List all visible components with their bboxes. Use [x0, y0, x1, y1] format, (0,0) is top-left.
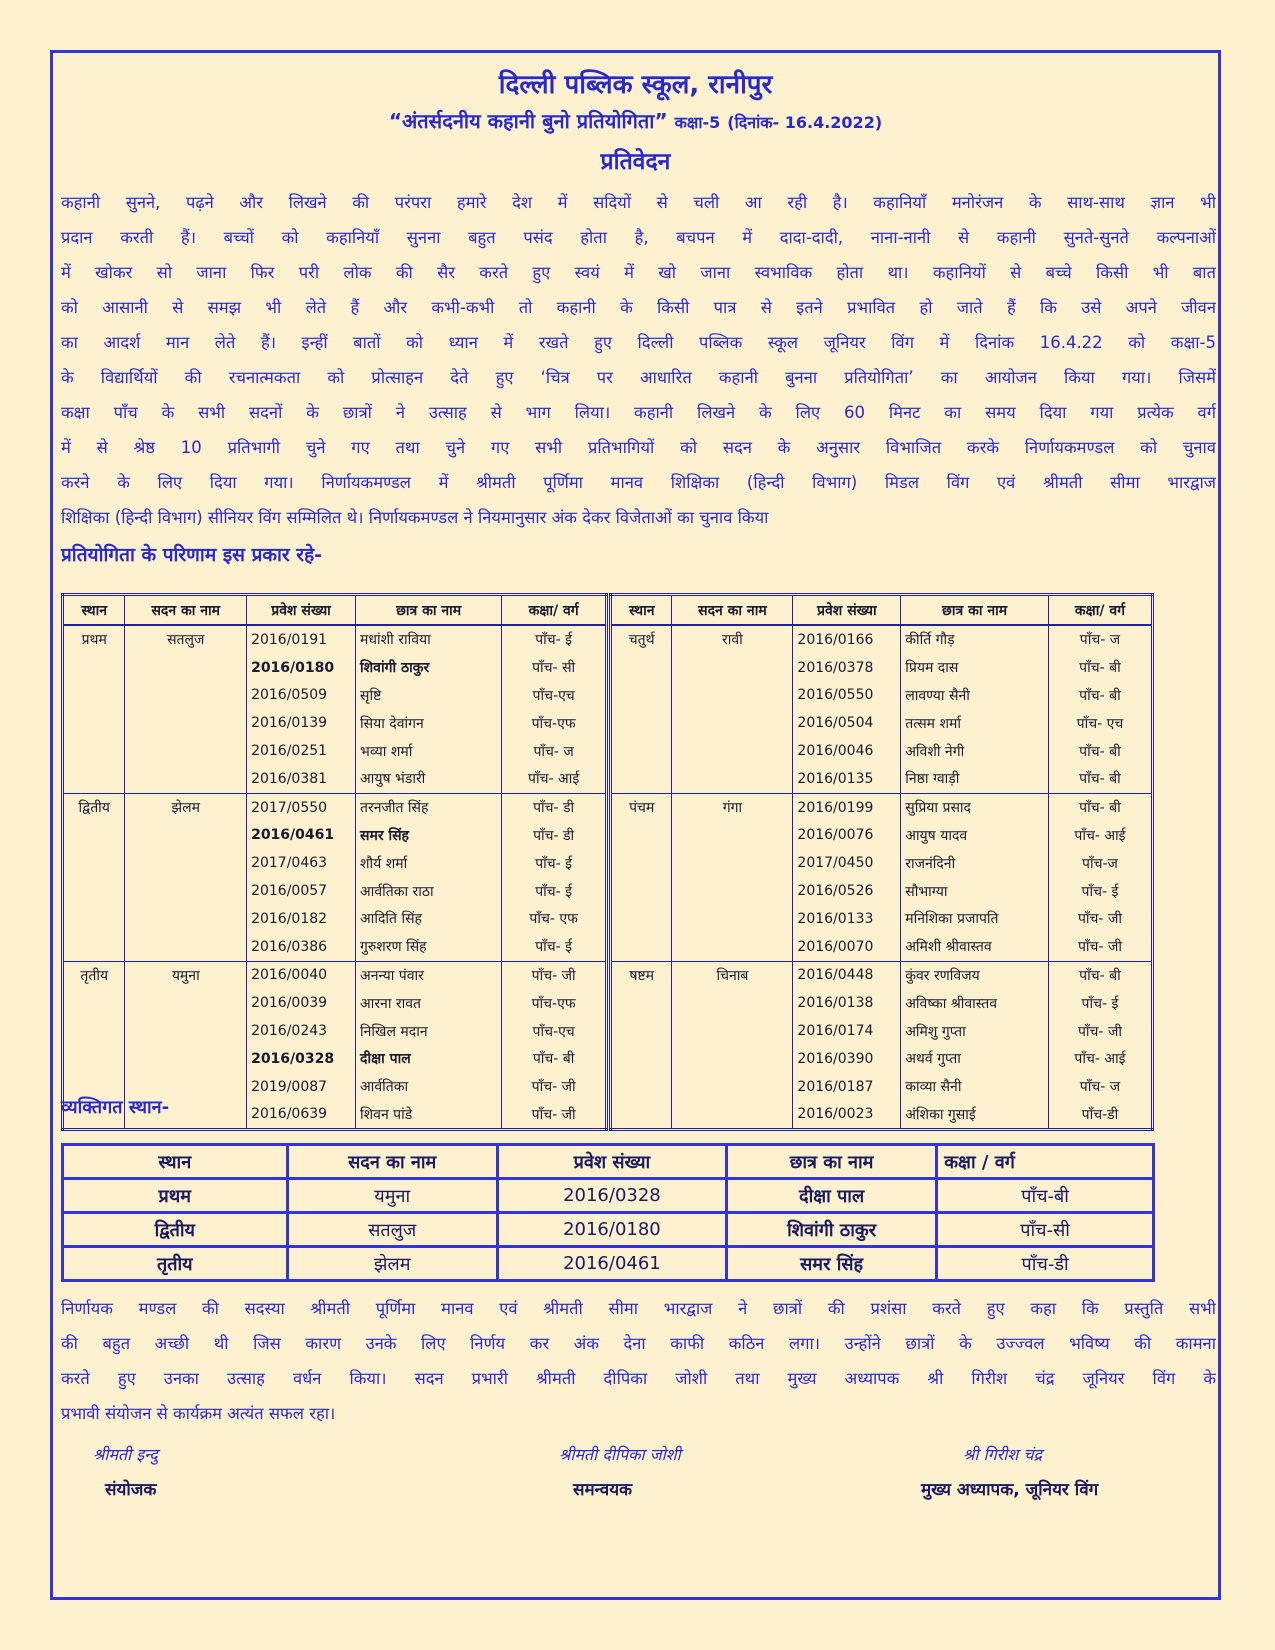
- class-section: पाँच- ई: [502, 933, 607, 961]
- student-name: शिवन पांडे: [356, 1101, 502, 1130]
- house-cell: यमुना: [287, 1179, 497, 1213]
- header-row: [611, 595, 1153, 626]
- house-cell: झेलम: [287, 1247, 497, 1281]
- admission-number: 2016/0243: [247, 1017, 356, 1045]
- report-title: प्रतिवेदन: [600, 149, 671, 175]
- house-cell: चिनाब: [672, 961, 793, 1130]
- admission-number: 2016/0166: [793, 625, 901, 654]
- text-line: शिक्षिका (हिन्दी विभाग) सीनियर विंग सम्मिलित थे। निर्णायकमण्डल ने नियमानुसार अंक देकर विजेताओं का चुनाव किया: [61, 508, 769, 527]
- class-section: पाँच- ई: [502, 849, 607, 877]
- text-line: को आसानी से समझ भी लेते हैं और कभी-कभी तो कहानी के किसी पात्र से इतने प्रभावित हो जाते हैं कि उसे अपने जीवन: [61, 298, 1216, 317]
- table-row: [63, 1179, 1154, 1213]
- table-row: [63, 1247, 1154, 1281]
- column-header: कक्षा/ वर्ग: [1048, 595, 1152, 626]
- class-label: कक्षा-5: [674, 113, 721, 132]
- student-name: आर्वतिका: [356, 1073, 502, 1101]
- class-section: पाँच- आई: [1048, 822, 1152, 850]
- class-section: पाँच- ई: [1048, 877, 1152, 905]
- admission-number: 2016/0070: [793, 933, 901, 961]
- text-line: के विद्यार्थियों की रचनात्मकता को प्रोत्साहन देते हुए ‘चित्र पर आधारित कहानी बुनना प्रतियोगिता’ का आयोजन किया गया। जिसमें: [61, 368, 1216, 387]
- individual-heading: व्यक्तिगत स्थान-: [61, 1097, 170, 1118]
- class-section: पाँच-ज: [1048, 849, 1152, 877]
- class-section: पाँच- जी: [502, 1073, 607, 1101]
- student-name: निष्ठा ग्वाड़ी: [901, 765, 1049, 793]
- class-section: पाँच- बी: [1048, 961, 1152, 989]
- student-name: कुंवर रणविजय: [901, 961, 1049, 989]
- admission-number: 2016/0526: [793, 877, 901, 905]
- student-name: अविशी नेगी: [901, 737, 1049, 765]
- intro-paragraph: [61, 185, 1216, 535]
- column-header: स्थान: [63, 1145, 288, 1179]
- house-cell: झेलम: [125, 793, 247, 961]
- text-line: कक्षा पाँच के सभी सदनों के छात्रों ने उत्साह से भाग लिया। कहानी लिखने के लिए 60 मिनट का समय दिया गया प्रत्येक वर्ग: [61, 403, 1216, 422]
- house-cell: गंगा: [672, 793, 793, 961]
- admission-number: 2016/0251: [247, 737, 356, 765]
- student-name: अमिशी श्रीवास्तव: [901, 933, 1049, 961]
- place-cell: षष्टम: [611, 961, 672, 1130]
- class-section: पाँच-एच: [502, 682, 607, 710]
- column-header: सदन का नाम: [672, 595, 793, 626]
- column-header: स्थान: [63, 595, 125, 626]
- column-header: सदन का नाम: [125, 595, 247, 626]
- class-section: पाँच- ई: [502, 625, 607, 654]
- house-cell: सतलुज: [287, 1213, 497, 1247]
- table-row: [611, 793, 1153, 821]
- individual-results-table: [61, 1143, 1155, 1282]
- competition-subtitle: [53, 107, 1218, 134]
- text-line: में से श्रेष्ठ 10 प्रतिभागी चुने गए तथा चुने गए सभी प्रतिभागियों को सदन के अनुसार विभाजित करके निर्णायकमण्डल को चुनाव: [61, 438, 1216, 457]
- class-section: पाँच- बी: [1048, 737, 1152, 765]
- admission-number: 2016/0040: [247, 961, 356, 989]
- place-cell: तृतीय: [63, 961, 125, 1130]
- document-frame: [50, 50, 1221, 1600]
- signature-coordinator: [559, 1443, 681, 1500]
- column-header: कक्षा / वर्ग: [937, 1145, 1154, 1179]
- house-cell: रावी: [672, 625, 793, 793]
- column-header: स्थान: [611, 595, 672, 626]
- student-name: शौर्य शर्मा: [356, 849, 502, 877]
- results-table-left: [61, 593, 608, 1131]
- student-name: लावण्या सैनी: [901, 682, 1049, 710]
- student-name: अविष्का श्रीवास्तव: [901, 989, 1049, 1017]
- admission-number: 2017/0450: [793, 849, 901, 877]
- text-line: का आदर्श मान लेते हैं। इन्हीं बातों को ध्यान में रखते हुए दिल्ली पब्लिक स्कूल जूनियर विंग में दिनांक 16.4.22 को कक्षा-5: [61, 333, 1216, 352]
- admission-number: 2016/0328: [247, 1045, 356, 1073]
- student-name: सिया देवांगन: [356, 709, 502, 737]
- column-header: सदन का नाम: [287, 1145, 497, 1179]
- student-name: आयुष यादव: [901, 822, 1049, 850]
- student-name: राजनंदिनी: [901, 849, 1049, 877]
- admission-number: 2016/0461: [497, 1247, 726, 1281]
- column-header: कक्षा/ वर्ग: [502, 595, 607, 626]
- student-name: तत्सम शर्मा: [901, 709, 1049, 737]
- admission-number: 2016/0039: [247, 989, 356, 1017]
- table-row: [63, 961, 607, 989]
- class-section: पाँच- ज: [1048, 625, 1152, 654]
- event-date: (दिनांक- 16.4.2022): [727, 113, 883, 132]
- student-name: शिवांगी ठाकुर: [727, 1213, 937, 1247]
- class-section: पाँच-एफ: [502, 989, 607, 1017]
- class-section: पाँच- जी: [1048, 905, 1152, 933]
- table-row: [63, 625, 607, 654]
- column-header: प्रवेश संख्या: [497, 1145, 726, 1179]
- signature-role: संयोजक: [105, 1480, 157, 1500]
- class-section: पाँच- बी: [1048, 682, 1152, 710]
- competition-name: “अंतर्सदनीय कहानी बुनो प्रतियोगिता”: [388, 109, 668, 133]
- admission-number: 2016/0057: [247, 877, 356, 905]
- student-name: अनन्या पंवार: [356, 961, 502, 989]
- admission-number: 2016/0187: [793, 1073, 901, 1101]
- student-name: प्रियम दास: [901, 654, 1049, 682]
- class-section: पाँच- एच: [1048, 709, 1152, 737]
- admission-number: 2016/0639: [247, 1101, 356, 1130]
- admission-number: 2016/0509: [247, 682, 356, 710]
- text-line: प्रभावी संयोजन से कार्यक्रम अत्यंत सफल रहा।: [61, 1404, 336, 1423]
- signature-name: श्री गिरीश चंद्र: [963, 1445, 1043, 1464]
- student-name: अंशिका गुसाई: [901, 1101, 1049, 1130]
- admission-number: 2016/0139: [247, 709, 356, 737]
- class-section: पाँच- ई: [1048, 989, 1152, 1017]
- student-name: आरना रावत: [356, 989, 502, 1017]
- place-cell: द्वितीय: [63, 1213, 288, 1247]
- header-row: [63, 595, 607, 626]
- admission-number: 2016/0182: [247, 905, 356, 933]
- place-cell: चतुर्थ: [611, 625, 672, 793]
- admission-number: 2016/0046: [793, 737, 901, 765]
- admission-number: 2016/0386: [247, 933, 356, 961]
- student-name: मनिशिका प्रजापति: [901, 905, 1049, 933]
- class-section: पाँच-एफ: [502, 709, 607, 737]
- class-section: पाँच-बी: [937, 1179, 1154, 1213]
- column-header: प्रवेश संख्या: [247, 595, 356, 626]
- admission-number: 2016/0138: [793, 989, 901, 1017]
- student-name: गुरुशरण सिंह: [356, 933, 502, 961]
- admission-number: 2016/0199: [793, 793, 901, 821]
- admission-number: 2016/0328: [497, 1179, 726, 1213]
- text-line: कहानी सुनने, पढ़ने और लिखने की परंपरा हमारे देश में सदियों से चली आ रही है। कहानियाँ मनोरंजन के साथ-साथ ज्ञान भी: [61, 193, 1216, 212]
- student-name: कीर्ति गौड़: [901, 625, 1049, 654]
- column-header: प्रवेश संख्या: [793, 595, 901, 626]
- student-name: दीक्षा पाल: [727, 1179, 937, 1213]
- class-section: पाँच- डी: [502, 793, 607, 821]
- closing-paragraph: [61, 1291, 1216, 1431]
- admission-number: 2016/0180: [497, 1213, 726, 1247]
- signature-convener: [93, 1443, 158, 1500]
- admission-number: 2016/0390: [793, 1045, 901, 1073]
- class-section: पाँच- जी: [502, 1101, 607, 1130]
- admission-number: 2017/0550: [247, 793, 356, 821]
- signature-role: मुख्य अध्यापक, जूनियर विंग: [921, 1480, 1099, 1500]
- class-section: पाँच- आई: [1048, 1045, 1152, 1073]
- student-name: आदिति सिंह: [356, 905, 502, 933]
- place-cell: पंचम: [611, 793, 672, 961]
- student-name: दीक्षा पाल: [356, 1045, 502, 1073]
- admission-number: 2016/0461: [247, 822, 356, 850]
- column-header: छात्र का नाम: [901, 595, 1049, 626]
- student-name: निखिल मदान: [356, 1017, 502, 1045]
- text-line: निर्णायक मण्डल की सदस्या श्रीमती पूर्णिमा मानव एवं श्रीमती सीमा भारद्वाज ने छात्रों की प्रशंसा करते हुए कहा कि प्रस्तुति सभी: [61, 1299, 1216, 1318]
- student-name: मधांशी राविया: [356, 625, 502, 654]
- text-line: में खोकर सो जाना फिर परी लोक की सैर करते हुए स्वयं में खो जाना स्वभाविक होता था। कहानियों से बच्चे किसी भी बात: [61, 263, 1216, 282]
- class-section: पाँच-डी: [937, 1247, 1154, 1281]
- admission-number: 2016/0550: [793, 682, 901, 710]
- student-name: समर सिंह: [727, 1247, 937, 1281]
- class-section: पाँच- ज: [1048, 1073, 1152, 1101]
- admission-number: 2016/0381: [247, 765, 356, 793]
- student-name: सृष्टि: [356, 682, 502, 710]
- results-heading: प्रतियोगिता के परिणाम इस प्रकार रहे-: [61, 544, 323, 566]
- admission-number: 2016/0076: [793, 822, 901, 850]
- text-line: प्रदान करती हैं। बच्चों को कहानियाँ सुनना बहुत पसंद होता है, बचपन में दादा-दादी, नाना-नानी से कहानी सुनते-सुनते कल्पनाओं: [61, 228, 1216, 247]
- admission-number: 2017/0463: [247, 849, 356, 877]
- table-row: [63, 1213, 1154, 1247]
- class-section: पाँच- आई: [502, 765, 607, 793]
- signature-role: समन्वयक: [573, 1480, 633, 1500]
- signature-headmaster: [921, 1443, 1098, 1500]
- admission-number: 2016/0180: [247, 654, 356, 682]
- class-section: पाँच- एफ: [502, 905, 607, 933]
- header-row: [63, 1145, 1154, 1179]
- class-section: पाँच- बी: [502, 1045, 607, 1073]
- class-section: पाँच- बी: [1048, 765, 1152, 793]
- admission-number: 2016/0378: [793, 654, 901, 682]
- place-cell: द्वितीय: [63, 793, 125, 961]
- admission-number: 2019/0087: [247, 1073, 356, 1101]
- student-name: शिवांगी ठाकुर: [356, 654, 502, 682]
- place-cell: तृतीय: [63, 1247, 288, 1281]
- admission-number: 2016/0023: [793, 1101, 901, 1130]
- admission-number: 2016/0504: [793, 709, 901, 737]
- student-name: सुप्रिया प्रसाद: [901, 793, 1049, 821]
- student-name: सौभाग्या: [901, 877, 1049, 905]
- student-name: समर सिंह: [356, 822, 502, 850]
- class-section: पाँच-एच: [502, 1017, 607, 1045]
- table-row: [611, 961, 1153, 989]
- house-cell: यमुना: [125, 961, 247, 1130]
- student-name: तरनजीत सिंह: [356, 793, 502, 821]
- student-name: काव्या सैनी: [901, 1073, 1049, 1101]
- text-line: की बहुत अच्छी थी जिस कारण उनके लिए निर्णय कर अंक देना काफी कठिन लगा। उन्होंने छात्रों के उज्ज्वल भविष्य की कामना: [61, 1334, 1216, 1353]
- signature-name: श्रीमती दीपिका जोशी: [559, 1445, 681, 1464]
- class-section: पाँच- जी: [1048, 1017, 1152, 1045]
- admission-number: 2016/0448: [793, 961, 901, 989]
- admission-number: 2016/0174: [793, 1017, 901, 1045]
- student-name: आयुष भंडारी: [356, 765, 502, 793]
- class-section: पाँच- डी: [502, 822, 607, 850]
- class-section: पाँच- ई: [502, 877, 607, 905]
- results-table-right: [609, 593, 1154, 1131]
- student-name: अथर्व गुप्ता: [901, 1045, 1049, 1073]
- class-section: पाँच- बी: [1048, 654, 1152, 682]
- column-header: छात्र का नाम: [356, 595, 502, 626]
- text-line: करने के लिए दिया गया। निर्णायकमण्डल में श्रीमती पूर्णिमा मानव शिक्षिका (हिन्दी विभाग) मिडल विंग एवं श्रीमती सीमा भारद्वाज: [61, 473, 1216, 492]
- class-section: पाँच-सी: [937, 1213, 1154, 1247]
- student-name: भव्या शर्मा: [356, 737, 502, 765]
- place-cell: प्रथम: [63, 1179, 288, 1213]
- signature-name: श्रीमती इन्दु: [93, 1445, 158, 1464]
- column-header: छात्र का नाम: [727, 1145, 937, 1179]
- student-name: अमिशु गुप्ता: [901, 1017, 1049, 1045]
- class-section: पाँच- बी: [1048, 793, 1152, 821]
- student-name: आर्वतिका राठा: [356, 877, 502, 905]
- admission-number: 2016/0133: [793, 905, 901, 933]
- class-section: पाँच- सी: [502, 654, 607, 682]
- class-section: पाँच- ज: [502, 737, 607, 765]
- house-cell: सतलुज: [125, 625, 247, 793]
- place-cell: प्रथम: [63, 625, 125, 793]
- class-section: पाँच- जी: [502, 961, 607, 989]
- class-section: पाँच- जी: [1048, 933, 1152, 961]
- table-row: [63, 793, 607, 821]
- text-line: करते हुए उनका उत्साह वर्धन किया। सदन प्रभारी श्रीमती दीपिका जोशी तथा मुख्य अध्यापक श्री गिरीश चंद्र जूनियर विंग के: [61, 1369, 1216, 1388]
- table-row: [611, 625, 1153, 654]
- school-name: दिल्ली पब्लिक स्कूल, रानीपुर: [498, 70, 773, 100]
- class-section: पाँच-डी: [1048, 1101, 1152, 1130]
- admission-number: 2016/0135: [793, 765, 901, 793]
- admission-number: 2016/0191: [247, 625, 356, 654]
